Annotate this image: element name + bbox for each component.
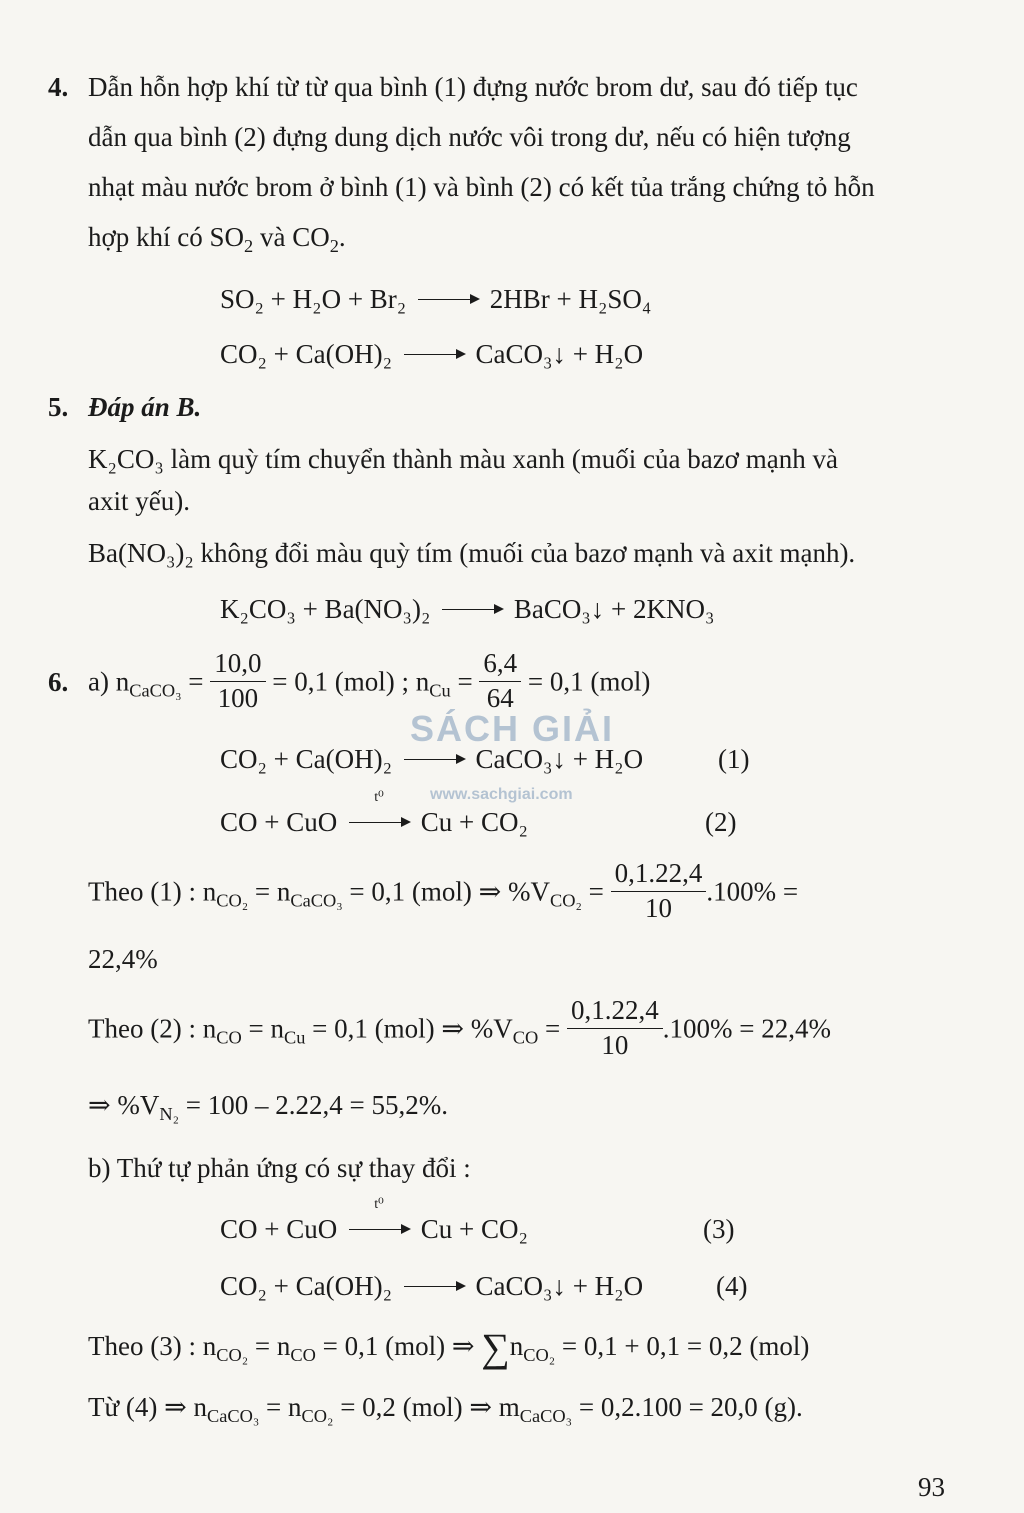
problem-5-line-2: axit yếu).: [88, 486, 190, 516]
theo-3-line: Theo (3) : $n_{CO_2} = n_{CO} = 0,1$ (mol) ⇒ $\sum n_{CO_2} = 0,1 + 0,1 = 0,2$ (mol): [88, 1325, 810, 1370]
equation-4-tag: (4): [716, 1271, 748, 1301]
n2-percent-line: ⇒ $\%V_{N_2} = 100 - 2.22,4 = 55,2\%$.: [88, 1090, 448, 1124]
problem-5-answer: Đáp án B.: [88, 392, 202, 422]
fraction: $\frac{6,4}{64}$: [479, 647, 521, 716]
problem-4-line-1: Dẫn hỗn hợp khí từ từ qua bình (1) đựng nước brom dư, sau đó tiếp tục: [88, 72, 858, 102]
tu-4-line: Từ (4) ⇒ $n_{CaCO_3} = n_{CO_2} = 0,2$ (mol) ⇒ $m_{CaCO_3} = 0,2.100 = 20,0$ (g).: [88, 1392, 803, 1426]
problem-4-line-3: nhạt màu nước brom ở bình (1) và bình (2) có kết tủa trắng chứng tỏ hỗn: [88, 172, 875, 202]
equation-co2-limewater: CO₂ + Ca(OH)₂ CaCO₃↓ + H₂O: [220, 339, 644, 369]
equation-k2co3-ba-no3: K₂CO₃ + Ba(NO₃)₂ BaCO₃↓ + 2KNO₃: [220, 594, 715, 624]
problem-6b-heading: b) Thứ tự phản ứng có sự thay đổi :: [88, 1153, 471, 1183]
equation-1: CO₂ + Ca(OH)₂ CaCO₃↓ + H₂O: [220, 744, 644, 774]
problem-6a-moles: a) $n_{CaCO_3}$ = $\frac{10,0}{100}$ = 0,1 (mol) ; $n_{Cu}$ = $\frac{6,4}{64}$ = 0,1 (mol): [88, 650, 650, 719]
reaction-arrow-heat-icon: t⁰: [344, 1216, 414, 1243]
problem-6-number: 6.: [48, 667, 69, 697]
problem-4-line-4: hợp khí có $SO_2$ và $CO_2$.: [88, 222, 346, 256]
equation-2-tag: (2): [705, 807, 737, 837]
problem-4-line-2: dẫn qua bình (2) đựng dung dịch nước vôi trong dư, nếu có hiện tượng: [88, 122, 851, 152]
problem-5-number: 5.: [48, 392, 69, 422]
watermark-logo: SÁCH GIẢI www.sachgiai.com: [410, 708, 615, 803]
equation-3-tag: (3): [703, 1214, 735, 1244]
equation-4: CO₂ + Ca(OH)₂ CaCO₃↓ + H₂O: [220, 1271, 644, 1301]
theo-1-result: 22,4%: [88, 944, 158, 974]
sigma-sum-icon: ∑: [481, 1325, 510, 1370]
reaction-arrow-icon: [399, 1273, 469, 1300]
reaction-arrow-icon: [399, 746, 469, 773]
equation-2: CO + CuO t⁰ Cu + CO₂: [220, 790, 528, 837]
page-number: 93: [918, 1472, 945, 1502]
theo-1-line: Theo (1) : $n_{CO_2} = n_{CaCO_3} = 0,1$ (mol) ⇒ $\%V_{CO_2}$ = $\frac{0,1.22,4}{10}$ .100% =: [88, 860, 798, 929]
equation-1-tag: (1): [718, 744, 750, 774]
problem-5-line-3: Ba(NO₃)₂ không đổi màu quỳ tím (muối của bazơ mạnh và axit mạnh).: [88, 538, 856, 568]
equation-so2-bromine: SO₂ + H₂O + Br₂ 2HBr + H₂SO₄: [220, 284, 652, 314]
reaction-arrow-heat-icon: t⁰: [344, 809, 414, 836]
reaction-arrow-icon: [437, 596, 507, 623]
theo-2-line: Theo (2) : $n_{CO} = n_{Cu} = 0,1$ (mol) ⇒ $\%V_{CO}$ = $\frac{0,1.22,4}{10}$ .100% = 22,4%: [88, 997, 831, 1066]
equation-3: CO + CuO t⁰ Cu + CO₂: [220, 1197, 528, 1244]
problem-5-line-1: K₂CO₃ làm quỳ tím chuyển thành màu xanh (muối của bazơ mạnh và: [88, 444, 838, 474]
fraction: $\frac{0,1.22,4}{10}$: [567, 994, 663, 1063]
problem-4-number: 4.: [48, 72, 69, 102]
reaction-arrow-icon: [399, 341, 469, 368]
fraction: $\frac{0,1.22,4}{10}$: [611, 857, 707, 926]
fraction: $\frac{10,0}{100}$: [210, 647, 265, 716]
reaction-arrow-icon: [413, 286, 483, 313]
